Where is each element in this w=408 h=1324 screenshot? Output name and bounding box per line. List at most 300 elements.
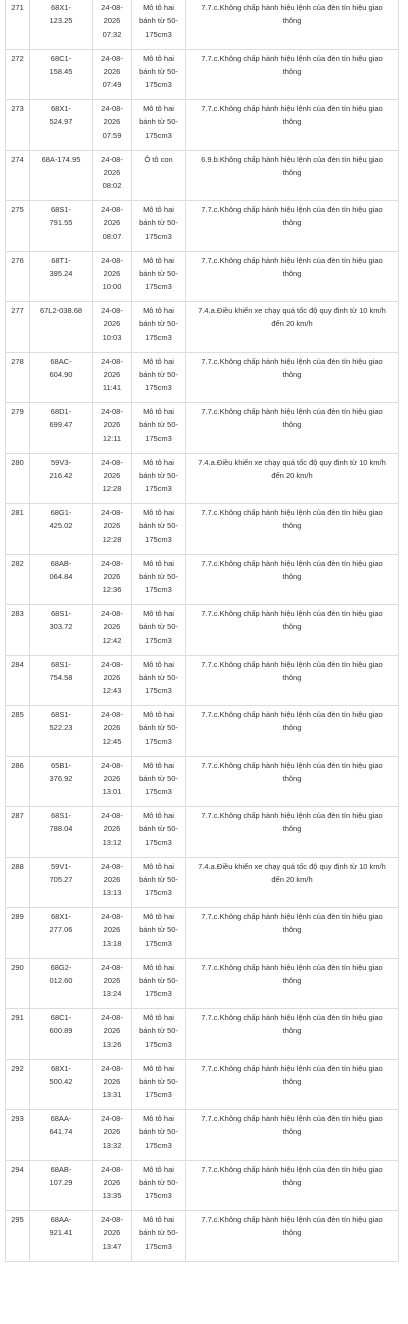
license-plate-cell — [30, 554, 93, 605]
violation-description-line: thông — [282, 1177, 302, 1187]
violation-description-cell — [186, 1160, 399, 1211]
violation-time-line: 24-08- — [101, 53, 123, 63]
violation-time-line: 2026 — [103, 874, 121, 884]
violation-description-line: thông — [282, 1076, 302, 1086]
license-plate-line: 788.04 — [49, 824, 73, 834]
vehicle-type-line: Mô tô hai — [143, 1215, 174, 1224]
row-number-cell: 280 — [6, 453, 30, 504]
violation-description-line: 7.7.c.Không chấp hành hiệu lệnh của đèn tín hiệu giao — [201, 1164, 383, 1174]
vehicle-type-line: bánh từ 50- — [139, 218, 178, 228]
violation-time-line: 2026 — [103, 66, 121, 76]
license-plate-line: 65B1- — [50, 760, 71, 770]
license-plate-line: 68S1- — [50, 710, 71, 719]
vehicle-type-line: 175cm3 — [145, 1140, 172, 1150]
violation-time-cell — [93, 150, 132, 201]
license-plate-line: 68AB- — [50, 1164, 72, 1174]
violation-time-line: 2026 — [103, 319, 121, 329]
vehicle-type-line: bánh từ 50- — [139, 1177, 178, 1187]
table-row — [6, 1009, 399, 1060]
license-plate-line: 68S1- — [50, 811, 71, 820]
violation-time-line: 08:07 — [102, 231, 122, 241]
violation-time-line: 2026 — [103, 521, 121, 531]
violations-table-body — [6, 0, 399, 1261]
license-plate-cell — [30, 352, 93, 403]
violation-time-cell — [93, 504, 132, 555]
violation-time-line: 2026 — [103, 117, 121, 127]
violation-time-line: 2026 — [103, 268, 121, 278]
violation-time-line: 2026 — [103, 420, 121, 430]
license-plate-line: 376.92 — [49, 773, 73, 783]
license-plate-line: 600.89 — [49, 1026, 73, 1036]
violation-time-line: 13:32 — [102, 1140, 122, 1150]
vehicle-type-line: bánh từ 50- — [139, 975, 178, 985]
violation-description-line: 7.7.c.Không chấp hành hiệu lệnh của đèn tín hiệu giao — [201, 760, 383, 770]
vehicle-type-line: 175cm3 — [145, 989, 172, 999]
violation-time-line: 24-08- — [101, 1164, 123, 1174]
violation-time-line: 24-08- — [101, 255, 123, 265]
vehicle-type-cell — [132, 1059, 186, 1110]
row-number-cell: 287 — [6, 807, 30, 858]
violation-time-line: 2026 — [103, 1026, 121, 1036]
vehicle-type-line: bánh từ 50- — [139, 521, 178, 531]
license-plate-cell — [30, 0, 93, 49]
table-row — [6, 453, 399, 504]
license-plate-line: 395.24 — [49, 268, 73, 278]
row-number-cell: 293 — [6, 1110, 30, 1161]
violation-description-line: 7.7.c.Không chấp hành hiệu lệnh của đèn tín hiệu giao — [201, 205, 383, 214]
vehicle-type-cell — [132, 908, 186, 959]
vehicle-type-line: 175cm3 — [145, 736, 172, 746]
violation-description-cell — [186, 908, 399, 959]
violation-description-cell — [186, 453, 399, 504]
row-number-cell: 284 — [6, 655, 30, 706]
violation-description-line: thông — [282, 773, 302, 783]
license-plate-cell — [30, 1009, 93, 1060]
table-row — [6, 49, 399, 100]
violation-time-line: 07:49 — [102, 80, 122, 90]
violations-table — [5, 0, 399, 1262]
license-plate-cell — [30, 605, 93, 656]
table-row — [6, 958, 399, 1009]
vehicle-type-line: bánh từ 50- — [139, 1127, 178, 1137]
vehicle-type-line: 175cm3 — [145, 130, 172, 140]
license-plate-cell — [30, 504, 93, 555]
vehicle-type-line: Mô tô hai — [143, 104, 174, 113]
violation-time-line: 2026 — [103, 773, 121, 783]
violation-time-line: 12:36 — [102, 585, 122, 595]
vehicle-type-line: Mô tô hai — [143, 609, 174, 618]
vehicle-type-line: bánh từ 50- — [139, 420, 178, 430]
table-row — [6, 655, 399, 706]
vehicle-type-line: bánh từ 50- — [139, 319, 178, 329]
violation-description-line: thông — [282, 975, 302, 985]
vehicle-type-cell — [132, 1160, 186, 1211]
violation-description-line: 6.9.b.Không chấp hành hiệu lệnh của đèn tín hiệu giao — [201, 154, 383, 164]
violation-time-line: 2026 — [103, 1177, 121, 1187]
violation-time-line: 08:02 — [102, 181, 122, 191]
vehicle-type-line: 175cm3 — [145, 1191, 172, 1201]
license-plate-line: 277.06 — [49, 925, 73, 935]
violation-time-cell — [93, 908, 132, 959]
license-plate-line: 68AA- — [50, 1215, 72, 1224]
violation-time-line: 24-08- — [101, 407, 123, 416]
license-plate-cell — [30, 453, 93, 504]
violation-time-line: 24-08- — [101, 710, 123, 719]
violation-description-line: 7.7.c.Không chấp hành hiệu lệnh của đèn tín hiệu giao — [201, 1013, 383, 1022]
violation-description-cell — [186, 857, 399, 908]
violation-time-line: 2026 — [103, 824, 121, 834]
row-number-cell: 290 — [6, 958, 30, 1009]
vehicle-type-line: Mô tô hai — [143, 255, 174, 265]
violation-time-line: 24-08- — [101, 760, 123, 770]
vehicle-type-line: Mô tô hai — [143, 760, 174, 770]
vehicle-type-line: bánh từ 50- — [139, 773, 178, 783]
violation-description-line: thông — [282, 571, 302, 581]
table-row — [6, 1059, 399, 1110]
vehicle-type-cell — [132, 201, 186, 252]
violation-time-cell — [93, 655, 132, 706]
vehicle-type-line: 175cm3 — [145, 686, 172, 696]
license-plate-line: 68T1- — [51, 255, 71, 265]
violation-description-line: thông — [282, 672, 302, 682]
violation-time-cell — [93, 554, 132, 605]
violation-description-cell — [186, 49, 399, 100]
table-row — [6, 756, 399, 807]
vehicle-type-line: 175cm3 — [145, 80, 172, 90]
violation-time-line: 10:03 — [102, 332, 122, 342]
license-plate-cell — [30, 403, 93, 454]
violation-time-line: 2026 — [103, 1228, 121, 1238]
license-plate-line: 425.02 — [49, 521, 73, 531]
violation-description-line: 7.7.c.Không chấp hành hiệu lệnh của đèn tín hiệu giao — [201, 407, 383, 416]
vehicle-type-cell — [132, 958, 186, 1009]
license-plate-cell — [30, 706, 93, 757]
violation-time-line: 24-08- — [101, 1013, 123, 1022]
violation-time-line: 07:32 — [102, 29, 122, 39]
license-plate-line: 500.42 — [49, 1076, 73, 1086]
vehicle-type-line: bánh từ 50- — [139, 66, 178, 76]
vehicle-type-line: 175cm3 — [145, 1039, 172, 1049]
vehicle-type-line: Mô tô hai — [143, 306, 174, 315]
violation-description-line: thông — [282, 167, 302, 177]
vehicle-type-line: bánh từ 50- — [139, 1228, 178, 1238]
violation-description-cell — [186, 504, 399, 555]
license-plate-cell — [30, 251, 93, 302]
row-number-cell: 275 — [6, 201, 30, 252]
violation-description-line: 7.7.c.Không chấp hành hiệu lệnh của đèn tín hiệu giao — [201, 53, 383, 63]
vehicle-type-cell — [132, 352, 186, 403]
vehicle-type-line: 175cm3 — [145, 888, 172, 898]
violation-time-line: 2026 — [103, 167, 121, 177]
violation-time-line: 12:11 — [102, 433, 122, 443]
violation-time-line: 24-08- — [101, 3, 123, 12]
vehicle-type-line: bánh từ 50- — [139, 672, 178, 682]
table-row — [6, 403, 399, 454]
violation-time-cell — [93, 1110, 132, 1161]
vehicle-type-cell — [132, 403, 186, 454]
vehicle-type-line: Mô tô hai — [143, 356, 174, 366]
vehicle-type-cell — [132, 605, 186, 656]
license-plate-cell — [30, 201, 93, 252]
license-plate-line: 012.60 — [49, 975, 73, 985]
vehicle-type-line: bánh từ 50- — [139, 874, 178, 884]
vehicle-type-cell — [132, 554, 186, 605]
violation-time-cell — [93, 706, 132, 757]
violation-time-line: 2026 — [103, 16, 121, 26]
vehicle-type-line: Mô tô hai — [143, 558, 174, 568]
violation-time-line: 13:35 — [102, 1191, 122, 1201]
violation-time-line: 2026 — [103, 218, 121, 228]
violation-time-line: 13:12 — [102, 837, 122, 847]
violation-time-cell — [93, 251, 132, 302]
violation-description-line: đến 20 km/h — [271, 470, 313, 480]
table-row — [6, 605, 399, 656]
vehicle-type-cell — [132, 251, 186, 302]
table-row — [6, 908, 399, 959]
violation-description-line: 7.7.c.Không chấp hành hiệu lệnh của đèn tín hiệu giao — [201, 104, 383, 113]
violation-time-line: 24-08- — [101, 912, 123, 921]
violation-time-line: 13:18 — [102, 938, 122, 948]
violation-description-line: thông — [282, 824, 302, 834]
license-plate-cell — [30, 1211, 93, 1262]
license-plate-line: 641.74 — [49, 1127, 73, 1137]
violation-time-cell — [93, 958, 132, 1009]
vehicle-type-line: 175cm3 — [145, 787, 172, 797]
vehicle-type-line: 175cm3 — [145, 332, 172, 342]
vehicle-type-line: 175cm3 — [145, 433, 172, 443]
vehicle-type-cell — [132, 302, 186, 353]
violation-time-cell — [93, 352, 132, 403]
license-plate-cell — [30, 756, 93, 807]
violation-description-line: thông — [282, 268, 302, 278]
violation-description-cell — [186, 100, 399, 151]
violation-description-line: 7.7.c.Không chấp hành hiệu lệnh của đèn tín hiệu giao — [201, 508, 383, 517]
row-number-cell: 272 — [6, 49, 30, 100]
vehicle-type-line: bánh từ 50- — [139, 925, 178, 935]
violation-time-line: 07:59 — [102, 130, 122, 140]
license-plate-line: 791.55 — [49, 218, 73, 228]
violation-description-line: 7.7.c.Không chấp hành hiệu lệnh của đèn tín hiệu giao — [201, 558, 383, 568]
violation-time-line: 13:31 — [102, 1090, 122, 1100]
violation-description-line: 7.7.c.Không chấp hành hiệu lệnh của đèn tín hiệu giao — [201, 1215, 383, 1224]
license-plate-line: 68X1- — [50, 1063, 71, 1073]
violation-time-line: 2026 — [103, 672, 121, 682]
violation-time-cell — [93, 403, 132, 454]
table-row — [6, 504, 399, 555]
violation-description-line: 7.7.c.Không chấp hành hiệu lệnh của đèn tín hiệu giao — [201, 962, 383, 972]
violation-time-line: 2026 — [103, 723, 121, 733]
row-number-cell: 271 — [6, 0, 30, 49]
violation-time-cell — [93, 1059, 132, 1110]
license-plate-line: 216.42 — [49, 470, 73, 480]
violation-description-line: 7.7.c.Không chấp hành hiệu lệnh của đèn tín hiệu giao — [201, 1063, 383, 1073]
violation-time-cell — [93, 302, 132, 353]
violation-time-cell — [93, 1211, 132, 1262]
row-number-cell: 281 — [6, 504, 30, 555]
violation-description-cell — [186, 352, 399, 403]
license-plate-line: 754.58 — [49, 672, 73, 682]
license-plate-cell — [30, 655, 93, 706]
violation-time-line: 24-08- — [101, 1063, 123, 1073]
table-row — [6, 807, 399, 858]
license-plate-line: 59V1- — [50, 861, 71, 871]
vehicle-type-line: bánh từ 50- — [139, 622, 178, 632]
vehicle-type-line: 175cm3 — [145, 837, 172, 847]
violation-time-line: 24-08- — [101, 659, 123, 669]
vehicle-type-cell — [132, 857, 186, 908]
table-row — [6, 150, 399, 201]
violation-time-cell — [93, 453, 132, 504]
violation-description-line: thông — [282, 117, 302, 127]
vehicle-type-line: bánh từ 50- — [139, 1076, 178, 1086]
violation-time-line: 10:00 — [102, 282, 122, 292]
vehicle-type-line: 175cm3 — [145, 534, 172, 544]
vehicle-type-cell — [132, 1211, 186, 1262]
violation-time-line: 13:26 — [102, 1039, 122, 1049]
violation-time-cell — [93, 756, 132, 807]
vehicle-type-cell — [132, 504, 186, 555]
violation-time-line: 24-08- — [101, 558, 123, 568]
violation-time-line: 13:13 — [102, 888, 122, 898]
row-number-cell: 292 — [6, 1059, 30, 1110]
violation-time-cell — [93, 857, 132, 908]
violation-description-cell — [186, 302, 399, 353]
violation-time-line: 2026 — [103, 622, 121, 632]
row-number-cell: 286 — [6, 756, 30, 807]
violation-time-cell — [93, 605, 132, 656]
vehicle-type-line: Mô tô hai — [143, 1063, 174, 1073]
vehicle-type-line: Mô tô hai — [143, 962, 174, 972]
violation-time-line: 2026 — [103, 1076, 121, 1086]
vehicle-type-line: 175cm3 — [145, 29, 172, 39]
violation-time-line: 2026 — [103, 470, 121, 480]
violation-time-line: 2026 — [103, 1127, 121, 1137]
violation-time-cell — [93, 1160, 132, 1211]
license-plate-line: 68AB- — [50, 558, 72, 568]
violation-time-cell — [93, 1009, 132, 1060]
violation-description-line: thông — [282, 1026, 302, 1036]
vehicle-type-line: Mô tô hai — [143, 1164, 174, 1174]
vehicle-type-line: Mô tô hai — [143, 912, 174, 921]
license-plate-line: 68X1- — [50, 3, 71, 12]
violation-description-line: đến 20 km/h — [271, 874, 313, 884]
vehicle-type-line: 175cm3 — [145, 383, 172, 393]
row-number-cell: 291 — [6, 1009, 30, 1060]
violation-description-cell — [186, 0, 399, 49]
violation-description-cell — [186, 201, 399, 252]
violation-description-line: 7.4.a.Điều khiển xe chạy quá tốc độ quy định từ 10 km/h — [198, 457, 386, 467]
license-plate-line: 921.41 — [49, 1228, 73, 1238]
violation-description-cell — [186, 605, 399, 656]
vehicle-type-cell — [132, 453, 186, 504]
vehicle-type-line: 175cm3 — [145, 1241, 172, 1251]
row-number-cell: 279 — [6, 403, 30, 454]
license-plate-line: 68C1- — [50, 53, 72, 63]
license-plate-cell — [30, 807, 93, 858]
violation-description-line: thông — [282, 369, 302, 379]
license-plate-line: 68AC- — [50, 356, 72, 366]
violation-description-cell — [186, 958, 399, 1009]
license-plate-line: 68S1- — [50, 659, 71, 669]
row-number-cell: 288 — [6, 857, 30, 908]
vehicle-type-cell — [132, 706, 186, 757]
violation-time-line: 2026 — [103, 925, 121, 935]
row-number-cell: 285 — [6, 706, 30, 757]
violation-time-cell — [93, 201, 132, 252]
vehicle-type-line: bánh từ 50- — [139, 16, 178, 26]
vehicle-type-line: Mô tô hai — [143, 508, 174, 517]
license-plate-line: 67L2-038.68 — [39, 306, 83, 315]
license-plate-line: 524.97 — [49, 117, 73, 127]
table-row — [6, 251, 399, 302]
violation-time-line: 2026 — [103, 369, 121, 379]
license-plate-cell — [30, 302, 93, 353]
violation-description-cell — [186, 807, 399, 858]
license-plate-line: 68X1- — [50, 912, 71, 921]
violation-time-cell — [93, 100, 132, 151]
violation-time-line: 13:47 — [102, 1241, 122, 1251]
license-plate-line: 68G2- — [50, 962, 72, 972]
license-plate-line: 705.27 — [49, 874, 73, 884]
violation-time-line: 2026 — [103, 571, 121, 581]
violation-time-line: 2026 — [103, 975, 121, 985]
vehicle-type-line: 175cm3 — [145, 282, 172, 292]
vehicle-type-line: bánh từ 50- — [139, 571, 178, 581]
license-plate-cell — [30, 150, 93, 201]
license-plate-line: 68G1- — [50, 508, 72, 517]
vehicle-type-line: bánh từ 50- — [139, 470, 178, 480]
vehicle-type-line: Mô tô hai — [143, 407, 174, 416]
vehicle-type-cell — [132, 49, 186, 100]
violation-time-cell — [93, 807, 132, 858]
license-plate-cell — [30, 100, 93, 151]
violation-description-line: 7.7.c.Không chấp hành hiệu lệnh của đèn tín hiệu giao — [201, 912, 383, 921]
table-row — [6, 1211, 399, 1262]
violation-time-line: 24-08- — [101, 306, 123, 315]
license-plate-line: 604.90 — [49, 369, 73, 379]
vehicle-type-line: 175cm3 — [145, 635, 172, 645]
vehicle-type-line: Mô tô hai — [143, 861, 174, 871]
violation-description-cell — [186, 1009, 399, 1060]
violation-description-line: 7.7.c.Không chấp hành hiệu lệnh của đèn tín hiệu giao — [201, 1114, 383, 1123]
violation-time-line: 24-08- — [101, 356, 123, 366]
violation-description-line: thông — [282, 66, 302, 76]
vehicle-type-line: 175cm3 — [145, 938, 172, 948]
row-number-cell: 282 — [6, 554, 30, 605]
license-plate-line: 158.45 — [49, 66, 73, 76]
row-number-cell: 273 — [6, 100, 30, 151]
violation-description-line: 7.4.a.Điều khiển xe chạy quá tốc độ quy định từ 10 km/h — [198, 306, 386, 315]
vehicle-type-cell — [132, 807, 186, 858]
table-row — [6, 100, 399, 151]
vehicle-type-line: bánh từ 50- — [139, 117, 178, 127]
license-plate-cell — [30, 1160, 93, 1211]
license-plate-line: 68S1- — [50, 205, 71, 214]
violation-time-cell — [93, 49, 132, 100]
license-plate-line: 522.23 — [49, 723, 73, 733]
vehicle-type-cell — [132, 1110, 186, 1161]
vehicle-type-line: 175cm3 — [145, 231, 172, 241]
violation-time-line: 12:43 — [102, 686, 122, 696]
violation-time-line: 24-08- — [101, 457, 123, 467]
violation-time-line: 24-08- — [101, 811, 123, 820]
violation-description-cell — [186, 403, 399, 454]
violation-time-line: 12:28 — [102, 484, 122, 494]
violation-description-line: thông — [282, 925, 302, 935]
violation-time-line: 24-08- — [101, 861, 123, 871]
table-row — [6, 554, 399, 605]
license-plate-cell — [30, 908, 93, 959]
